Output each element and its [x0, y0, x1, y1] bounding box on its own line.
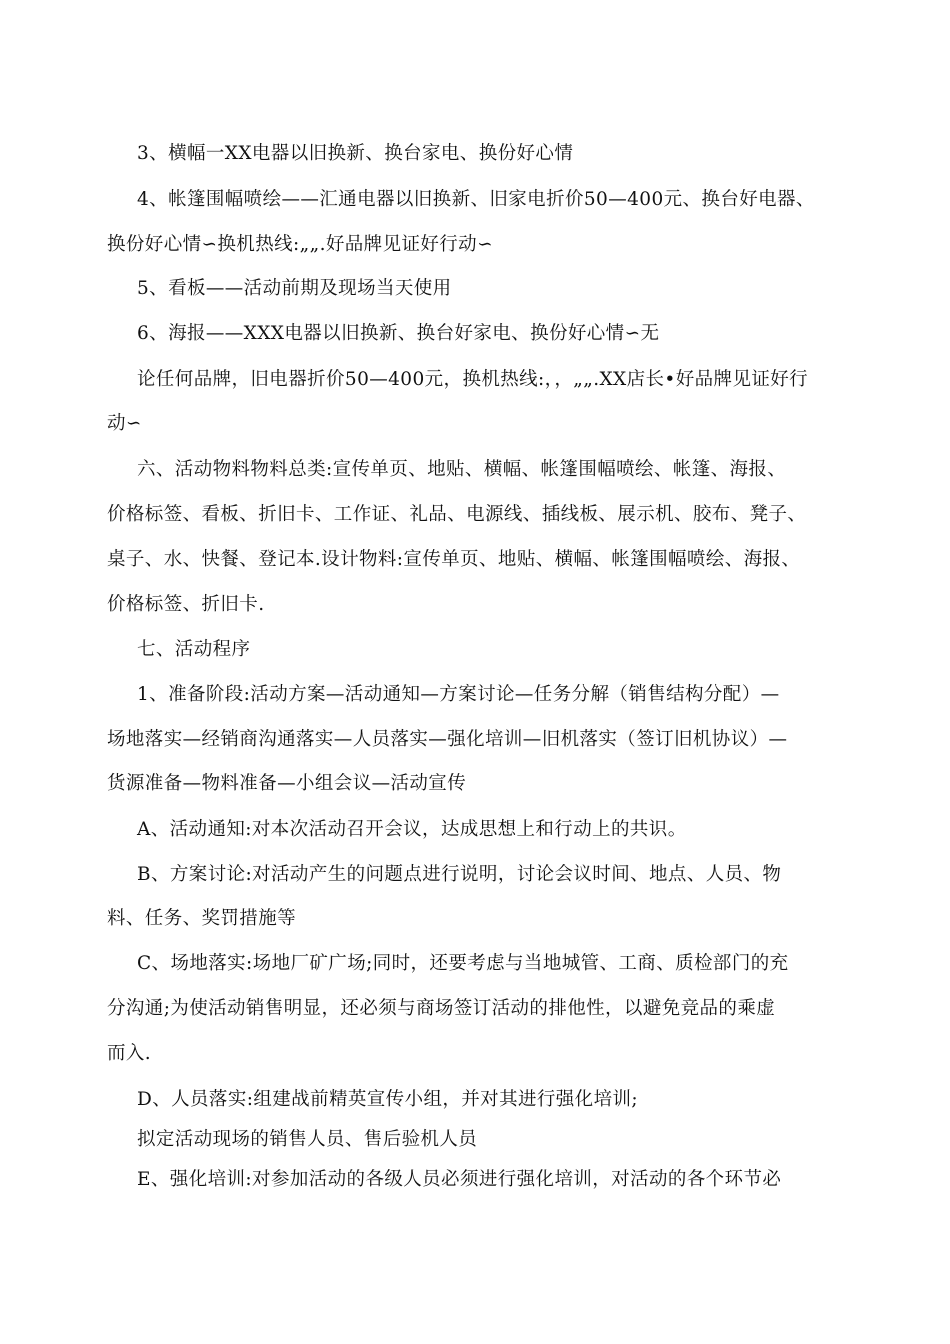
text-line-d: D、人员落实:组建战前精英宣传小组，并对其进行强化培训; [137, 1089, 639, 1110]
text-line-section6-cont2: 桌子、水、快餐、登记本.设计物料:宣传单页、地贴、横幅、帐篷围幅喷绘、海报、 [107, 549, 801, 570]
text-line-prep-cont2: 货源准备—物料准备—小组会议—活动宣传 [107, 773, 467, 794]
text-line-item4: 4、帐篷围幅喷绘——汇通电器以旧换新、旧家电折价50—400元、换台好电器、 [137, 189, 815, 210]
text-line-b: B、方案讨论:对活动产生的问题点进行说明，讨论会议时间、地点、人员、物 [137, 864, 782, 885]
text-line-b-cont: 料、任务、奖罚措施等 [107, 908, 297, 929]
text-line-d-cont: 拟定活动现场的销售人员、售后验机人员 [137, 1129, 478, 1150]
section-heading-7: 七、活动程序 [137, 639, 251, 660]
text-line-prep: 1、准备阶段:活动方案—活动通知—方案讨论—任务分解（销售结构分配）— [137, 684, 780, 705]
text-line-item6-end: 动∽ [107, 413, 142, 434]
text-line-section6: 六、活动物料物料总类:宣传单页、地贴、横幅、帐篷围幅喷绘、帐篷、海报、 [137, 459, 787, 480]
text-line-item4-cont: 换份好心情∽换机热线:„„.好品牌见证好行动∽ [107, 234, 493, 255]
text-line-section6-cont3: 价格标签、折旧卡. [107, 594, 265, 615]
text-line-c-cont1: 分沟通;为使活动销售明显，还必须与商场签订活动的排他性，以避免竞品的乘虚 [107, 998, 776, 1019]
text-line-a: A、活动通知:对本次活动召开会议，达成思想上和行动上的共识。 [137, 819, 687, 840]
text-line-item5: 5、看板——活动前期及现场当天使用 [137, 278, 452, 299]
text-line-item6-cont: 论任何品牌，旧电器折价50—400元，换机热线:，，„„.XX店长•好品牌见证好行 [137, 369, 809, 390]
text-line-item6: 6、海报——XXX电器以旧换新、换台好家电、换份好心情∽无 [137, 323, 660, 344]
text-line-prep-cont1: 场地落实—经销商沟通落实—人员落实—强化培训—旧机落实（签订旧机协议）— [107, 729, 788, 750]
text-line-e: E、强化培训:对参加活动的各级人员必须进行强化培训，对活动的各个环节必 [137, 1169, 782, 1190]
text-line-c: C、场地落实:场地厂矿广场;同时，还要考虑与当地城管、工商、质检部门的充 [137, 953, 789, 974]
text-line-section6-cont1: 价格标签、看板、折旧卡、工作证、礼品、电源线、插线板、展示机、胶布、凳子、 [107, 504, 807, 525]
text-line-c-cont2: 而入. [107, 1043, 152, 1064]
text-line-item3: 3、横幅一XX电器以旧换新、换台家电、换份好心情 [137, 143, 574, 164]
